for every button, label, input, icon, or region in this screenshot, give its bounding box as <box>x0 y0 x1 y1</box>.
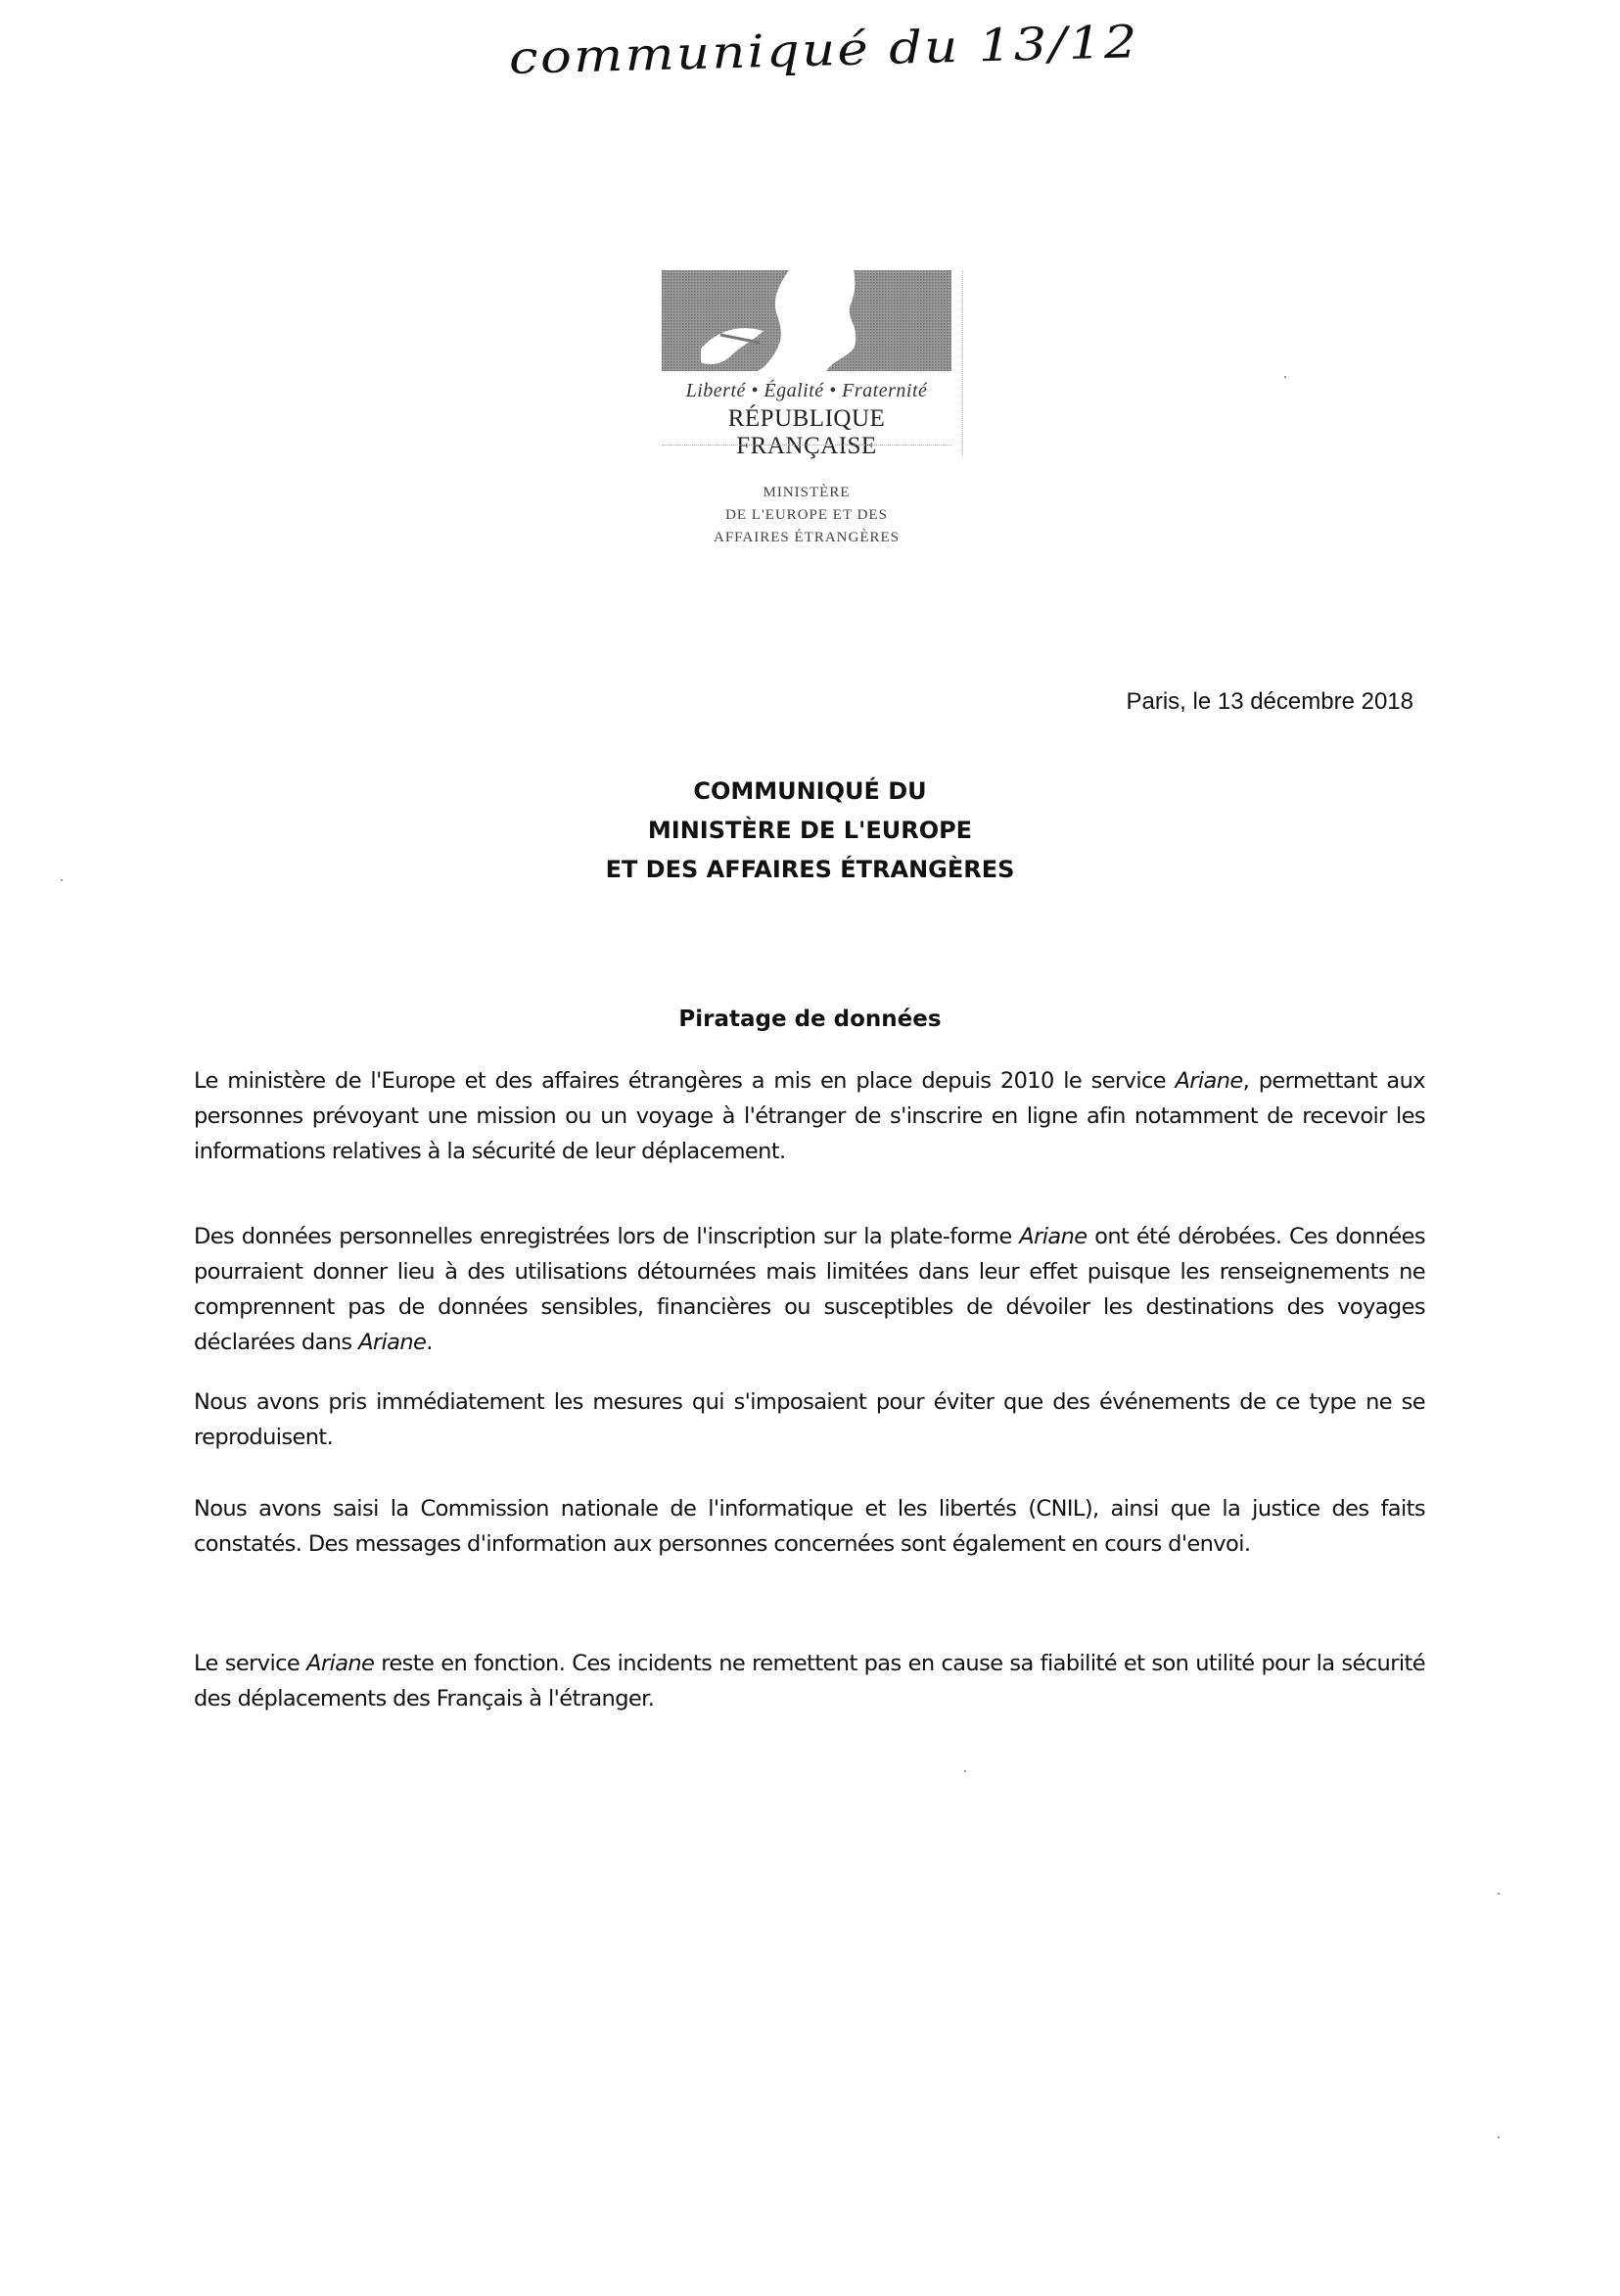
body-paragraph <box>194 1063 1425 1169</box>
republic-name: RÉPUBLIQUE FRANÇAISE <box>727 405 886 459</box>
text-segment: Le ministère de l'Europe et des affaires étrangères a mis en place depuis 2010 le service <box>194 1068 1176 1094</box>
ministry-name <box>681 482 932 549</box>
text-segment: Nous avons saisi la Commission nationale de l'informatique et les libertés (CNIL), ainsi que la justice des faits constatés. Des messages d'information aux personnes concernées sont également en cours d'envoi. <box>194 1496 1425 1557</box>
scan-speck <box>1498 2136 1500 2138</box>
ministry-line: DE L'EUROPE ET DES <box>725 507 888 523</box>
italic-text-segment: Ariane <box>306 1651 375 1676</box>
republic-logo-block <box>662 270 965 554</box>
communique-subtitle: Piratage de données <box>678 1007 942 1032</box>
handwritten-note: communiqué du 13/12 <box>508 15 1140 84</box>
body-paragraph <box>194 1219 1425 1360</box>
scan-speck <box>1498 1893 1500 1895</box>
scan-speck <box>1284 376 1286 378</box>
text-segment: Nous avons pris immédiatement les mesures qui s'imposaient pour éviter que des événements de ce type ne se reproduisent. <box>194 1389 1425 1450</box>
body-paragraph <box>194 1491 1425 1562</box>
heading-line: MINISTÈRE DE L'EUROPE <box>647 817 973 844</box>
scan-speck <box>61 879 63 881</box>
body-paragraph <box>194 1384 1425 1455</box>
italic-text-segment: Ariane <box>1019 1224 1088 1249</box>
scan-speck <box>964 1770 966 1772</box>
body-paragraph <box>194 1646 1425 1716</box>
text-segment: . <box>426 1330 433 1355</box>
marianne-logo <box>662 270 951 371</box>
italic-text-segment: Ariane <box>1175 1068 1243 1094</box>
handwritten-annotation <box>0 0 1620 127</box>
date-line: Paris, le 13 décembre 2018 <box>1126 688 1413 715</box>
logo-vertical-rule <box>962 270 963 456</box>
ministry-line: AFFAIRES ÉTRANGÈRES <box>714 530 900 545</box>
text-segment: Le service <box>194 1651 307 1676</box>
text-segment: Des données personnelles enregistrées lors de l'inscription sur la plate-forme <box>194 1224 1020 1249</box>
heading-line: ET DES AFFAIRES ÉTRANGÈRES <box>605 856 1015 883</box>
communique-heading <box>392 772 1228 889</box>
ministry-line: MINISTÈRE <box>763 485 851 500</box>
text-segment: , permettant aux personnes prévoyant une mission ou un voyage à l'étranger de s'inscrire en ligne afin notamment de recevoir les informations relatives à la sécurité de leur déplacement. <box>194 1068 1425 1164</box>
heading-line: COMMUNIQUÉ DU <box>693 777 927 805</box>
text-segment: reste en fonction. Ces incidents ne remettent pas en cause sa fiabilité et son utilité pour la sécurité des déplacements des Français à l'étranger. <box>194 1651 1425 1711</box>
text-segment: ont été dérobées. Ces données pourraient donner lieu à des utilisations détournées mais limitées dans leur effet puisque les renseignements ne comprennent pas de données sensibles, financières ou susceptibles de dévoiler les destinations des voyages déclarées dans <box>194 1224 1425 1355</box>
republic-motto: Liberté • Égalité • Fraternité <box>685 380 928 401</box>
italic-text-segment: Ariane <box>358 1330 427 1355</box>
